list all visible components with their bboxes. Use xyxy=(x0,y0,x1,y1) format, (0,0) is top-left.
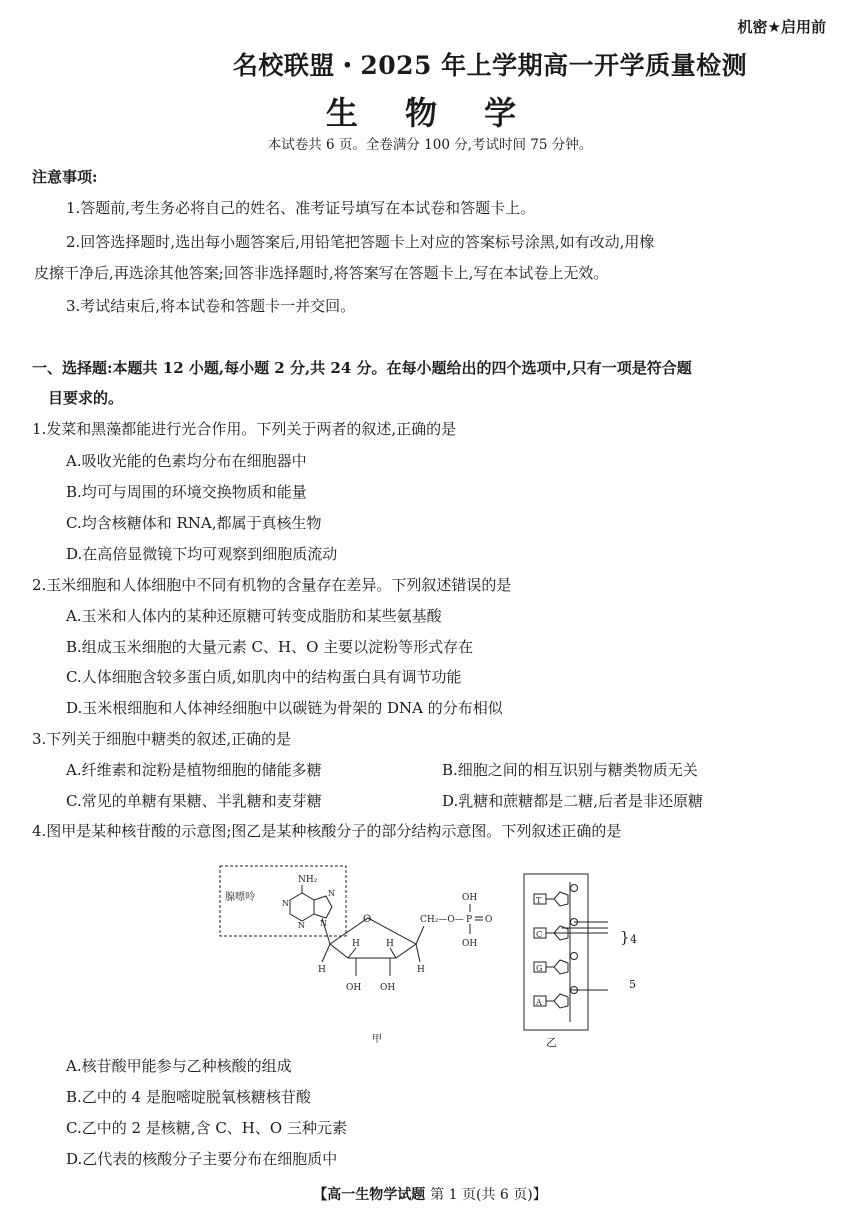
question-1-option-b: B.均可与周围的环境交换物质和能量 xyxy=(66,483,307,501)
footer-title: 【高一生物学试题 xyxy=(313,1187,426,1203)
oh-group: OH xyxy=(462,939,478,949)
question-2-option-a: A.玉米和人体内的某种还原糖可转变成脂肪和某些氨基酸 xyxy=(66,607,442,625)
label-4: 4 xyxy=(630,933,637,946)
n-atom: N xyxy=(320,919,327,928)
ring-oxygen: O xyxy=(363,914,372,925)
phosphorus: P xyxy=(466,915,473,925)
adenine-label: 腺嘌呤 xyxy=(225,892,255,903)
question-4-stem: 4.图甲是某种核苷酸的示意图;图乙是某种核酸分子的部分结构示意图。下列叙述正确的是 xyxy=(32,822,622,840)
label-4-brace: } xyxy=(620,928,630,946)
oh-group: OH xyxy=(462,893,478,903)
question-1-stem: 1.发菜和黑藻都能进行光合作用。下列关于两者的叙述,正确的是 xyxy=(32,420,457,438)
n-atom: N xyxy=(282,899,289,908)
oh-group: OH xyxy=(380,983,396,993)
note-item: 2.回答选择题时,选出每小题答案后,用铅笔把答题卡上对应的答案标号涂黑,如有改动,用橡 xyxy=(66,233,655,251)
question-3-option-b: B.细胞之间的相互识别与糖类物质无关 xyxy=(442,761,698,779)
n-atom: N xyxy=(328,889,335,898)
ch2o-group: CH₂—O— xyxy=(420,915,464,925)
purine-six-ring xyxy=(290,893,314,921)
question-2-option-b: B.组成玉米细胞的大量元素 C、H、O 主要以淀粉等形式存在 xyxy=(66,638,474,656)
exam-info: 本试卷共 6 页。全卷满分 100 分,考试时间 75 分钟。 xyxy=(267,137,593,153)
base-c: C xyxy=(536,930,543,939)
label-5: 5 xyxy=(629,978,636,991)
note-item: 皮擦干净后,再选涂其他答案;回答非选择题时,将答案写在答题卡上,写在本试卷上无效。 xyxy=(34,264,609,282)
question-2-option-d: D.玉米根细胞和人体神经细胞中以碳链为骨架的 DNA 的分布相似 xyxy=(66,699,503,717)
h-atom: H xyxy=(352,939,360,949)
figure-yi-caption: 乙 xyxy=(546,1036,557,1049)
note-item: 1.答题前,考生务必将自己的姓名、准考证号填写在本试卷和答题卡上。 xyxy=(66,199,536,217)
nucleotide-unit xyxy=(534,953,578,975)
oh-group: OH xyxy=(346,983,362,993)
base-a: A xyxy=(536,998,542,1007)
question-2-stem: 2.玉米细胞和人体细胞中不同有机物的含量存在差异。下列叙述错误的是 xyxy=(32,576,512,594)
question-1-option-d: D.在高倍显微镜下均可观察到细胞质流动 xyxy=(66,545,338,563)
question-4-option-b: B.乙中的 4 是胞嘧啶脱氧核糖核苷酸 xyxy=(66,1088,311,1106)
question-3-option-a: A.纤维素和淀粉是植物细胞的储能多糖 xyxy=(66,761,322,779)
base-g: G xyxy=(536,964,543,973)
question-2-option-c: C.人体细胞含较多蛋白质,如肌肉中的结构蛋白具有调节功能 xyxy=(66,668,462,686)
note-item: 3.考试结束后,将本试卷和答题卡一并交回。 xyxy=(66,297,356,315)
question-3-option-d: D.乳糖和蔗糖都是二糖,后者是非还原糖 xyxy=(442,792,704,810)
section-heading-cont: 目要求的。 xyxy=(48,389,124,407)
nucleotide-unit xyxy=(534,919,578,941)
question-3-option-c: C.常见的单糖有果糖、半乳糖和麦芽糖 xyxy=(66,792,322,810)
purine-five-ring xyxy=(314,896,332,918)
question-1-option-a: A.吸收光能的色素均分布在细胞器中 xyxy=(66,452,307,470)
question-4-option-d: D.乙代表的核酸分子主要分布在细胞质中 xyxy=(66,1150,338,1168)
exam-title: 名校联盟・2025 年上学期高一开学质量检测 xyxy=(232,51,748,80)
h-atom: H xyxy=(417,965,425,975)
confidential-label: 机密★启用前 xyxy=(737,18,826,36)
subject-title: 生 物 学 xyxy=(325,94,535,132)
nucleotide-unit xyxy=(534,885,578,907)
nucleotide-figure xyxy=(218,862,608,1047)
double-bond-oxygen: O xyxy=(485,915,493,925)
footer-page: 第 1 页(共 6 页)】 xyxy=(430,1187,547,1203)
figure-jia-caption: 甲 xyxy=(372,1034,382,1045)
n-atom: N xyxy=(298,921,305,930)
page-footer xyxy=(0,1184,860,1204)
notes-heading: 注意事项: xyxy=(32,168,98,186)
ribose-ring xyxy=(330,918,416,958)
question-4-option-a: A.核苷酸甲能参与乙种核酸的组成 xyxy=(66,1057,292,1075)
section-heading: 一、选择题:本题共 12 小题,每小题 2 分,共 24 分。在每小题给出的四个选项中,只有一项是符合题 xyxy=(32,359,692,377)
question-4-option-c: C.乙中的 2 是核糖,含 C、H、O 三种元素 xyxy=(66,1119,347,1137)
question-3-stem: 3.下列关于细胞中糖类的叙述,正确的是 xyxy=(32,730,292,748)
h-atom: H xyxy=(386,939,394,949)
h-atom: H xyxy=(318,965,326,975)
nh2-label: NH₂ xyxy=(298,875,318,885)
base-t: T xyxy=(536,896,542,905)
question-1-option-c: C.均含核糖体和 RNA,都属于真核生物 xyxy=(66,514,322,532)
